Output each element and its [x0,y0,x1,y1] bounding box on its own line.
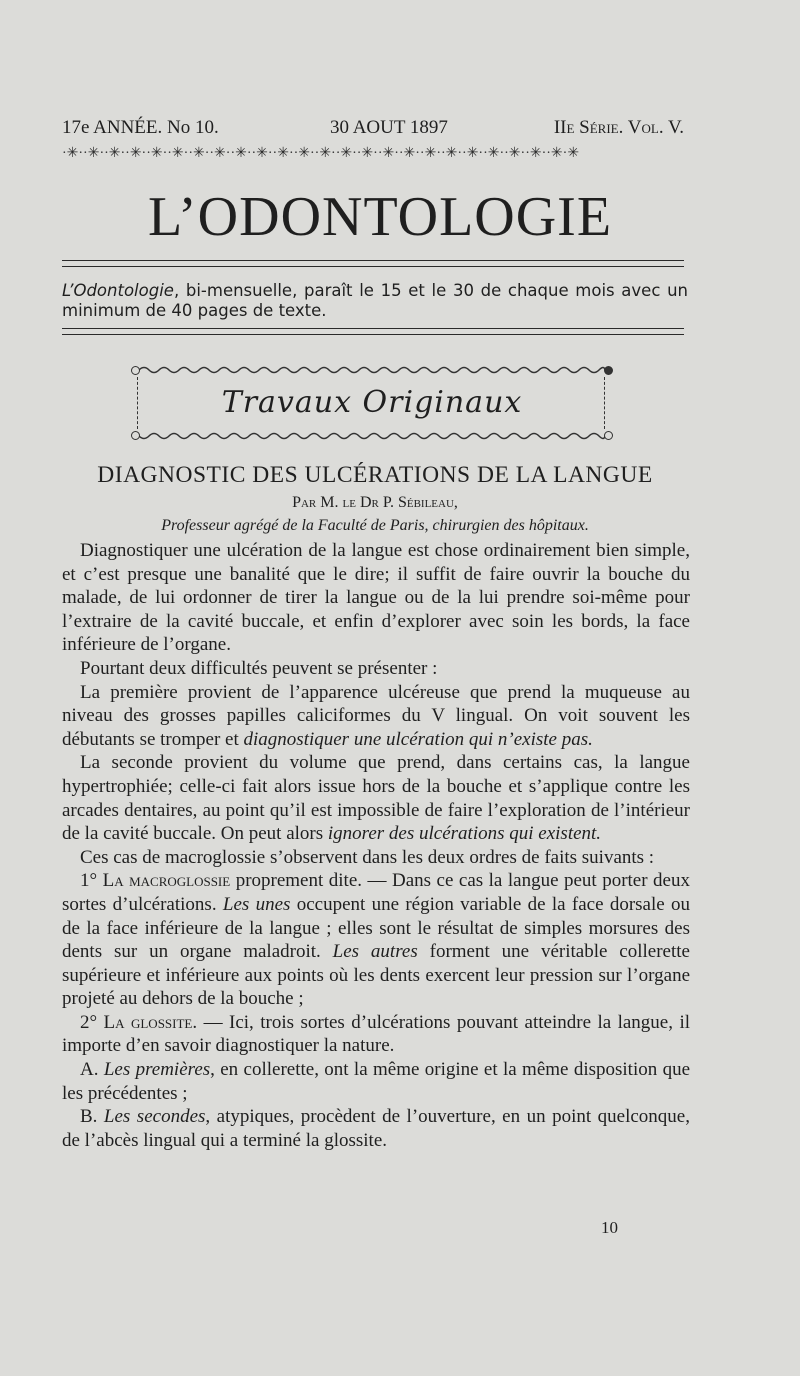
paragraph-text: occupent une région variable de la face dorsale ou de la face inférieure de la langue ; elles sont le résultat de simples morsures des dents sur un organe maladroit. [62,893,690,963]
page-number: 10 [601,1218,618,1237]
paragraph-text: La seconde provient du volume que prend, dans certains cas, la langue hypertrophiée; celle-ci fait alors issue hors de la bouche et s’applique contre les arcades dentaires, au point qu’il est impossible de faire l’exploration de l’intérieur de la cavité buccale. On peut alors [62,752,690,845]
paragraph [62,869,690,1011]
paragraph-emphasis: ignorer des ulcérations qui existent. [327,823,602,845]
series-volume: IIe Série. Vol. V. [553,117,684,138]
frame-corner-dot [131,366,140,375]
paragraph-text: proprement dite. — Dans ce cas la langue peut porter deux sortes d’ulcérations. [62,870,690,915]
article-body [62,539,690,1152]
list-label: A. [80,1059,104,1081]
issue-date: 30 AOUT 1897 [330,117,448,138]
list-label: 2° La glossite. [80,1011,198,1033]
paragraph [62,1011,690,1058]
frame-corner-dot [131,431,140,440]
article-author: Par M. le Dr P. Sébileau, [292,494,458,511]
paragraph-emphasis: Les unes [222,893,291,915]
wave-border-bottom [139,431,605,441]
paragraph [62,1105,690,1152]
frame-corner-dot [604,431,613,440]
article-affiliation: Professeur agrégé de la Faculté de Paris, chirurgien des hôpitaux. [161,517,589,534]
paragraph [62,1058,690,1105]
journal-name: L’Odontologie [62,281,174,300]
paragraph [62,751,690,845]
journal-description-text: , bi-mensuelle, paraît le 15 et le 30 de chaque mois avec un minimum de 40 pages de texte. [62,281,688,320]
section-banner-frame [131,365,613,441]
star-ornament-divider: ·✳··✳··✳··✳··✳··✳··✳··✳··✳··✳··✳··✳··✳··✳··✳··✳··✳··✳··✳··✳··✳··✳··✳··✳·✳ [62,146,580,161]
paragraph-emphasis: Les secondes [103,1106,206,1128]
issue-header [62,117,684,141]
paragraph-text: — Ici, trois sortes d’ulcérations pouvant atteindre la langue, il importe d’en savoir diagnostiquer la nature. [62,1011,690,1057]
paragraph-emphasis: Les premières [103,1059,211,1081]
paragraph: Diagnostiquer une ulcération de la langue est chose ordinairement bien simple, et c’est presque une banalité que le dire; il suffit de faire ouvrir la bouche du malade, de lui ordonner de tirer la langue ou de la lui prendre soi-même pour l’extraire de la cavité buccale, et enfin d’explorer avec soin les bords, la face inférieure de l’organe. [62,540,690,656]
paragraph-emphasis: diagnostiquer une ulcération qui n’existe pas. [243,728,593,750]
paragraph-text: , atypiques, procèdent de l’ouverture, en un point quelconque, de l’abcès lingual qui a terminé la glossite. [62,1106,690,1151]
issue-year-number: 17e ANNÉE. No 10. [62,117,219,138]
list-label: B. [80,1106,104,1128]
frame-corner-dot [604,366,613,375]
paragraph-emphasis: Les autres [332,941,418,963]
article-title: DIAGNOSTIC DES ULCÉRATIONS DE LA LANGUE [97,462,653,488]
paragraph-text: , en collerette, ont la même origine et la même disposition que les précédentes ; [62,1059,691,1104]
paragraph: Pourtant deux difficultés peuvent se présenter : [80,657,438,679]
paragraph-text: La première provient de l’apparence ulcéreuse que prend la muqueuse au niveau des grosses papilles caliciformes du V lingual. On voit souvent les débutants se tromper et [62,681,690,750]
journal-description [62,281,688,321]
paragraph [62,681,690,752]
list-label: 1° La macroglossie [80,870,231,892]
section-banner-title: Travaux Originaux [221,385,523,420]
double-rule-bottom [62,328,684,335]
double-rule-top [62,260,684,267]
paragraph-text: forment une véritable collerette supérieure et inférieure aux points où les dents exercent leur pression sur l’organe projeté au dehors de la bouche ; [62,941,690,1010]
journal-title: L’ODONTOLOGIE [147,186,613,248]
wave-border-top [139,365,605,375]
paragraph: Ces cas de macroglossie s’observent dans les deux ordres de faits suivants : [80,846,655,868]
